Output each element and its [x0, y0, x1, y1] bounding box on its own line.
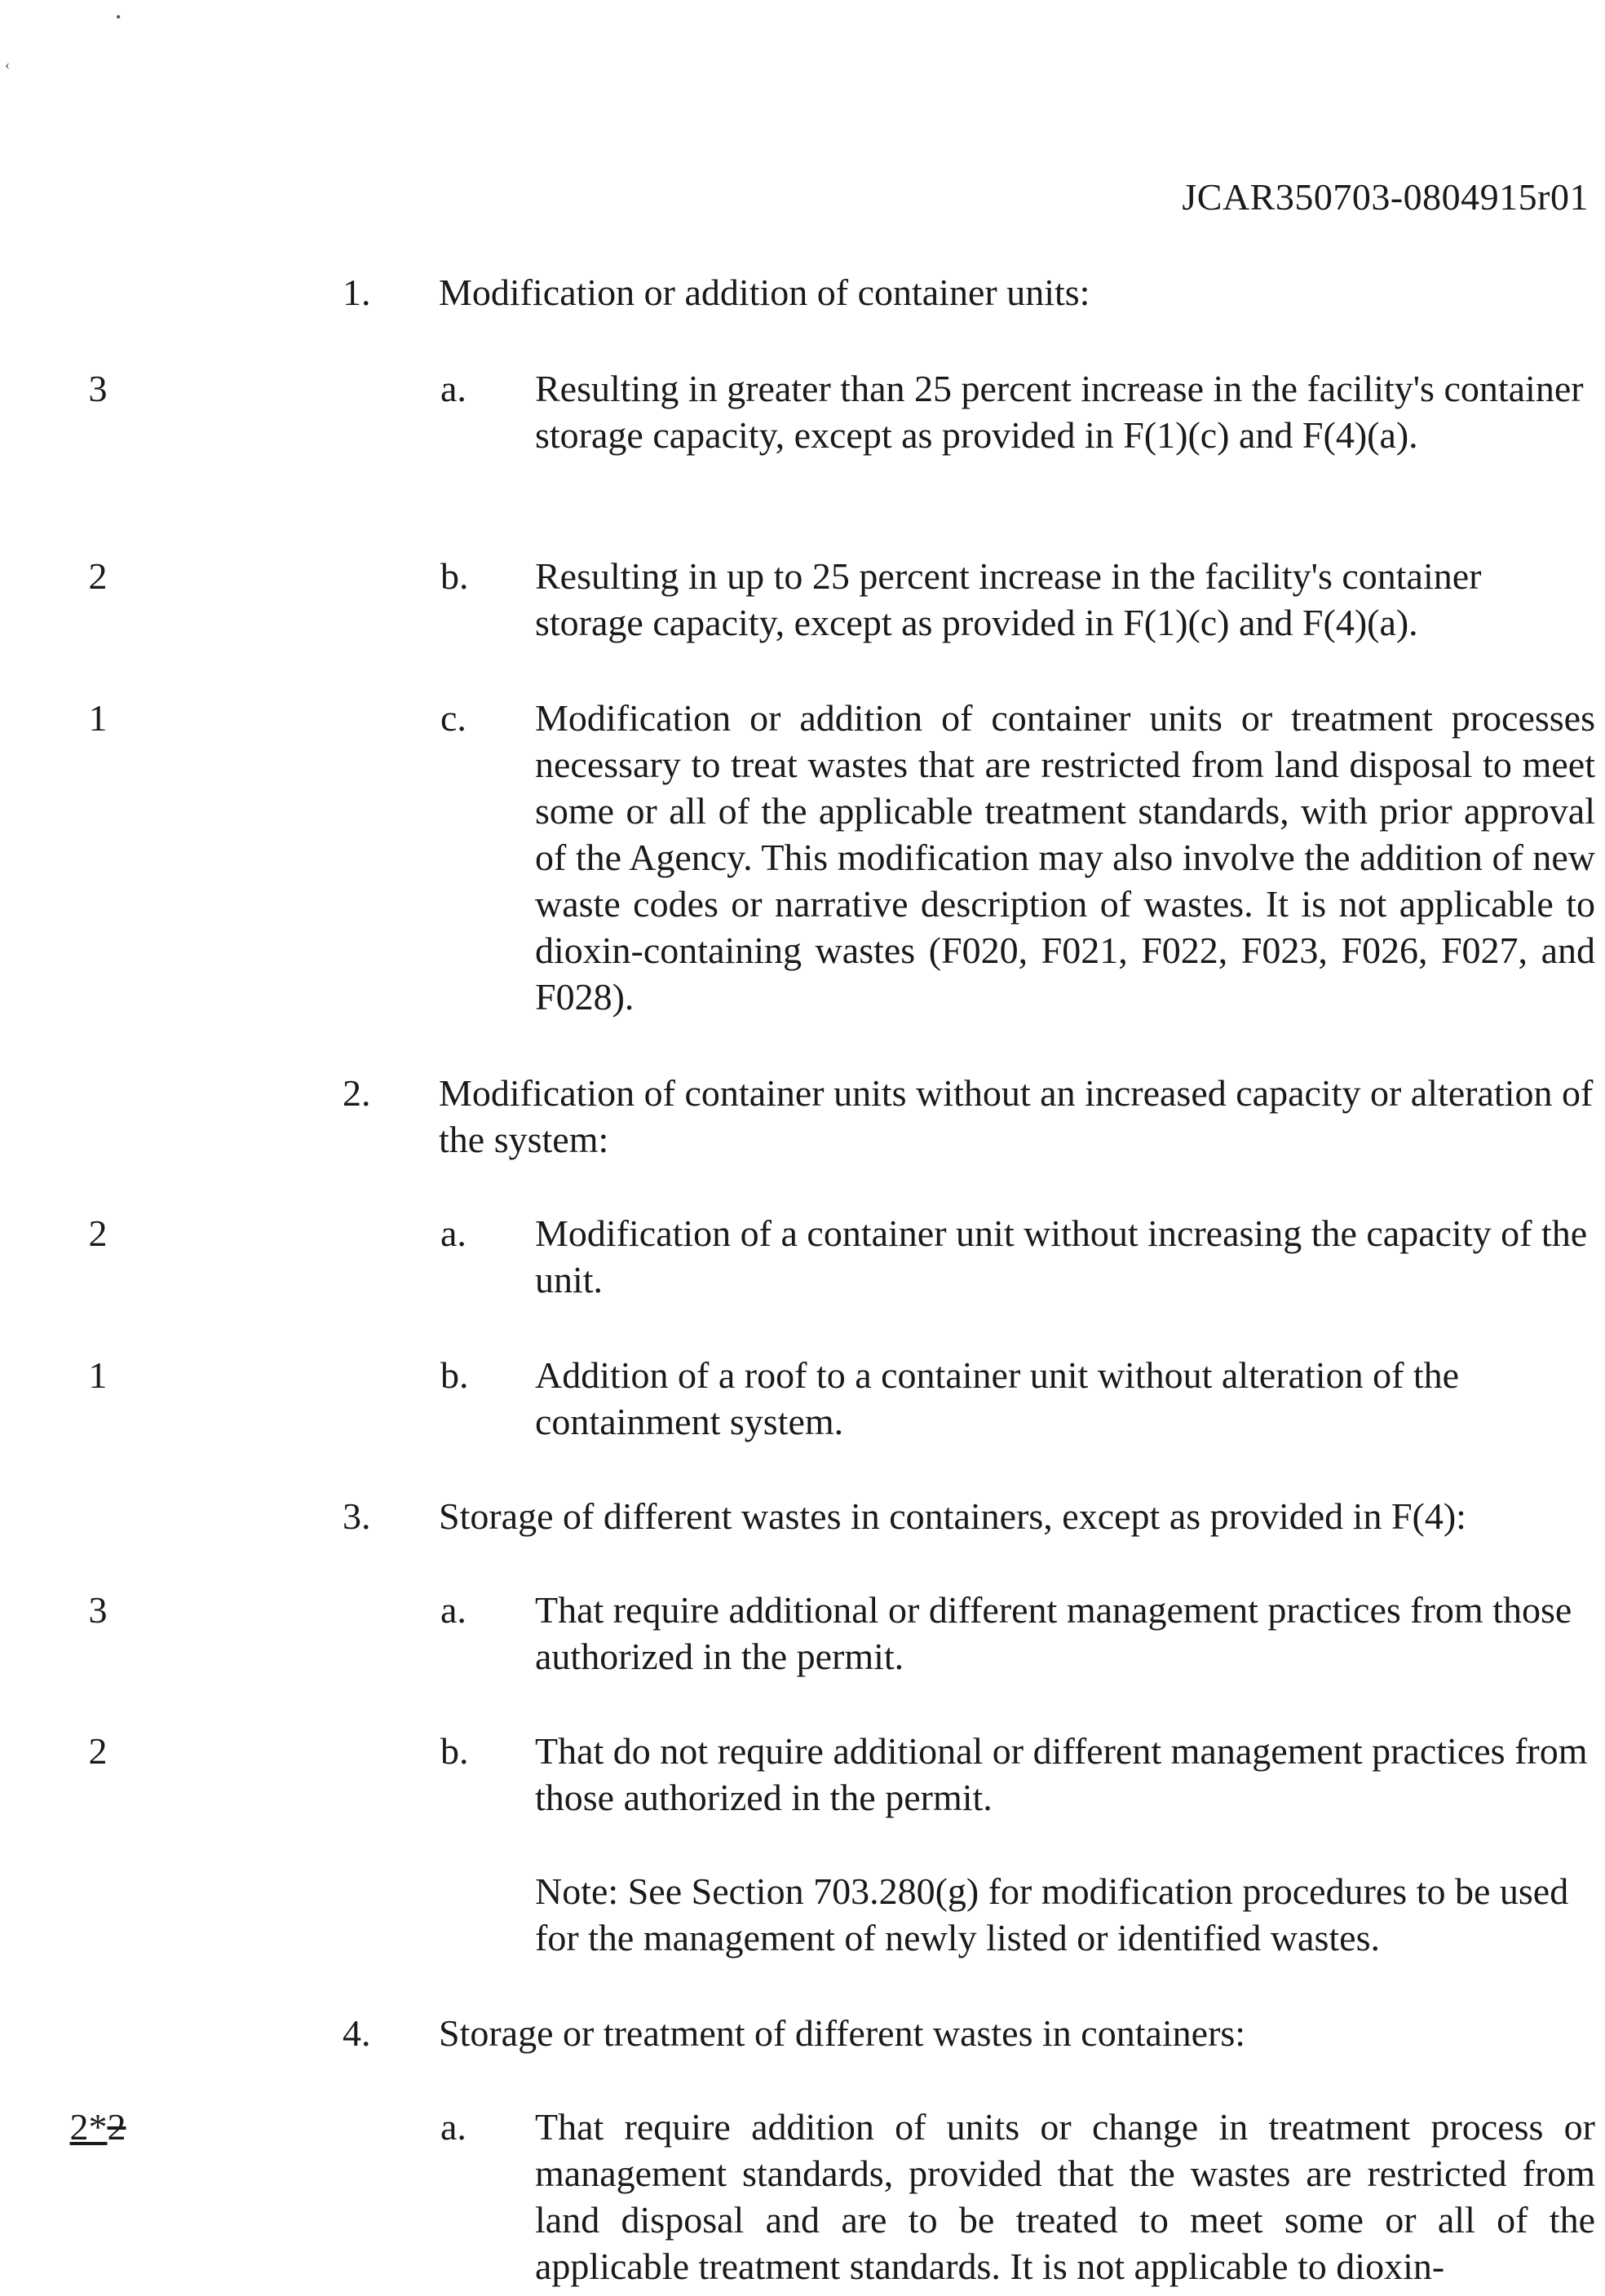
item-letter: a. [440, 368, 466, 409]
scan-speck: ‹ [5, 56, 10, 73]
item-letter: a. [440, 1589, 466, 1631]
item-text: Modification of container units without an increased capacity or alteration of the system: [439, 1072, 1594, 1160]
item-number: 2. [343, 1072, 371, 1114]
item-text: Modification or addition of container units: [439, 272, 1090, 313]
scan-speck: • [116, 9, 122, 25]
inserted-level: 2* [69, 2106, 108, 2148]
item-text: Storage or treatment of different wastes in containers: [439, 2012, 1246, 2054]
item-text: Addition of a roof to a container unit without alteration of the containment system. [535, 1354, 1460, 1442]
classification-level: 2 [88, 555, 108, 597]
item-text: Modification of a container unit without increasing the capacity of the unit. [535, 1212, 1588, 1300]
classification-level [0, 2104, 196, 2150]
item-letter: b. [440, 1730, 469, 1772]
note-text: Note: See Section 703.280(g) for modification procedures to be used for the management of newly listed or identified wastes. [535, 1870, 1569, 1958]
item-letter: b. [440, 1354, 469, 1396]
classification-level: 1 [88, 1354, 108, 1396]
classification-level: 1 [88, 697, 108, 739]
item-text: That do not require additional or different management practices from those authorized in the permit. [535, 1730, 1588, 1818]
classification-level: 3 [88, 368, 108, 409]
classification-level: 2 [88, 1212, 108, 1254]
item-letter: b. [440, 555, 469, 597]
item-text: Resulting in greater than 25 percent increase in the facility's container storage capacity, except as provided in F(1)(c) and F(4)(a). [535, 368, 1584, 456]
item-letter: a. [440, 2106, 466, 2148]
item-letter: a. [440, 1212, 466, 1254]
item-number: 3. [343, 1495, 371, 1537]
deleted-level: 2 [107, 2106, 126, 2148]
item-text: That require additional or different management practices from those authorized in the permit. [535, 1589, 1572, 1677]
item-text: Resulting in up to 25 percent increase in the facility's container storage capacity, except as provided in F(1)(c) and F(4)(a). [535, 555, 1482, 643]
item-letter: c. [440, 697, 466, 739]
item-text: Storage of different wastes in containers, except as provided in F(4): [439, 1495, 1466, 1537]
item-number: 1. [343, 272, 371, 313]
document-id: JCAR350703-0804915r01 [1182, 176, 1589, 218]
classification-level: 2 [88, 1730, 108, 1772]
item-number: 4. [343, 2012, 371, 2054]
item-text: Modification or addition of container units or treatment processes necessary to treat wastes that are restricted from land disposal to meet some or all of the applicable treatment standards, with prior approval of the Agency. This modification may also involve the addition of new waste codes or narrative description of wastes. It is not applicable to dioxin-containing wastes (F020, F021, F022, F023, F026, F027, and F028). [535, 697, 1595, 1018]
classification-level: 3 [88, 1589, 108, 1631]
item-text: That require addition of units or change in treatment process or management standards, provided that the wastes are restricted from land disposal and are to be treated to meet some or all of the applicable treatment standards. It is not applicable to dioxin- [535, 2106, 1595, 2287]
